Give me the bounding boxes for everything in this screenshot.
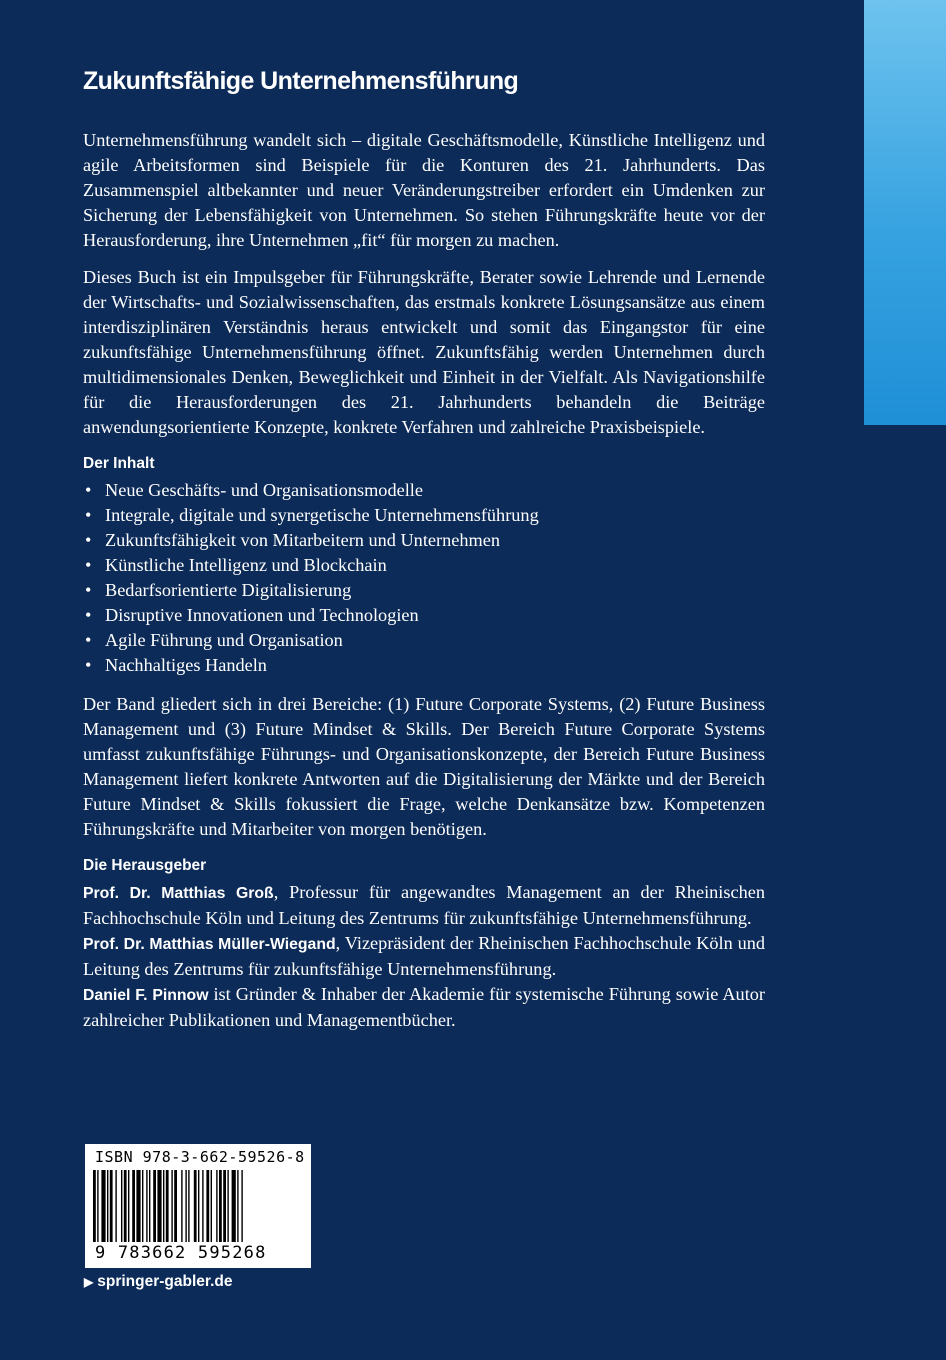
editors-heading: Die Herausgeber	[83, 857, 207, 874]
barcode-stripe	[241, 1170, 242, 1242]
contents-heading: Der Inhalt	[83, 455, 155, 472]
book-title: Zukunftsfähige Unternehmensführung	[83, 67, 519, 95]
barcode-stripe	[181, 1170, 182, 1242]
accent-color-bar	[864, 0, 946, 425]
barcode-stripe	[216, 1170, 217, 1242]
list-item: • Disruptive Innovationen und Technologien	[83, 603, 765, 628]
barcode-stripe	[174, 1170, 177, 1242]
editor-name: Prof. Dr. Matthias Groß	[83, 885, 274, 902]
editor-name: Prof. Dr. Matthias Müller-Wiegand	[83, 936, 336, 953]
barcode-stripe	[185, 1170, 186, 1242]
barcode-stripe	[227, 1170, 228, 1242]
barcode-stripe	[149, 1170, 150, 1242]
editor-entry	[83, 880, 765, 931]
barcode-stripe	[153, 1170, 156, 1242]
barcode-stripe	[93, 1170, 96, 1242]
isbn-barcode	[85, 1144, 311, 1268]
barcode-stripe	[121, 1170, 122, 1242]
barcode-stripe	[163, 1170, 164, 1242]
back-cover-text	[83, 64, 765, 1033]
barcode-stripe	[219, 1170, 222, 1242]
list-item: • Nachhaltiges Handeln	[83, 653, 765, 678]
barcode-stripe	[124, 1170, 127, 1242]
barcode-stripe	[202, 1170, 203, 1242]
barcode-stripe	[107, 1170, 108, 1242]
list-item: • Bedarfsorientierte Digitalisierung	[83, 578, 765, 603]
isbn-label: ISBN 978-3-662-59526-8	[95, 1148, 305, 1166]
barcode-stripe	[97, 1170, 98, 1242]
editor-name: Daniel F. Pinnow	[83, 987, 209, 1004]
barcode-stripe	[142, 1170, 143, 1242]
editor-entry	[83, 982, 765, 1033]
list-item: • Zukunftsfähigkeit von Mitarbeitern und Unternehmen	[83, 528, 765, 553]
intro-paragraph-1: Unternehmensführung wandelt sich – digitale Geschäftsmodelle, Künstliche Intelligenz und agile Arbeitsformen sind Beispiele für die Konturen des 21. Jahrhunderts. Das Zusammenspiel altbekannter und neuer Veränderungstreiber erfordert ein Umdenken zur Sicherung der Lebensfähigkeit von Unternehmen. So stehen Führungskräfte heute vor der Herausforderung, ihre Unternehmen „fit“ für morgen zu machen.	[83, 130, 765, 250]
intro-paragraph-2: Dieses Buch ist ein Impulsgeber für Führungskräfte, Berater sowie Lehrende und Lernende der Wirtschafts- und Sozialwissenschaften, das erstmals konkrete Lösungsansätze aus einem interdisziplinären Verständnis heraus entwickelt und somit das Eingangstor für eine zukunftsfähige Unternehmensführung öffnet. Zukunftsfähig werden Unternehmen durch multidimensionales Denken, Beweglichkeit und Einheit in der Vielfalt. Als Navigationshilfe für die Herausforderungen des 21. Jahrhunderts behandeln die Beiträge anwendungsorientierte Konzepte, konkrete Verfahren und zahlreiche Praxisbeispiele.	[83, 267, 765, 437]
barcode-stripe	[110, 1170, 113, 1242]
barcode-stripe	[206, 1170, 209, 1242]
barcode-stripe	[171, 1170, 172, 1242]
barcode-stripe	[166, 1170, 169, 1242]
editor-description: , Vizepräsident der Rheinischen Fachhochschule Köln und Leitung des Zentrums für zukunftsfähige Unternehmensführung.	[83, 933, 765, 979]
barcode-stripe	[101, 1170, 105, 1242]
barcode-stripe	[232, 1170, 236, 1242]
structure-paragraph: Der Band gliedert sich in drei Bereiche: (1) Future Corporate Systems, (2) Future Business Management und (3) Future Mindset & Skills. Der Bereich Future Corporate Systems umfasst zukunftsfähige Führungs- und Organisationskonzepte, der Bereich Future Business Management liefert konkrete Antworten auf die Digitalisierung der Märkte und der Bereich Future Mindset & Skills fokussiert die Frage, welche Denkansätze bzw. Kompetenzen Führungskräfte und Mitarbeiter von morgen benötigen.	[83, 694, 765, 839]
list-item: • Agile Führung und Organisation	[83, 628, 765, 653]
barcode-icon	[93, 1170, 303, 1242]
list-item: • Neue Geschäfts- und Organisationsmodelle	[83, 478, 765, 503]
arrow-right-icon: ▶	[84, 1275, 94, 1289]
barcode-stripe	[146, 1170, 147, 1242]
barcode-stripe	[223, 1170, 226, 1242]
barcode-stripe	[157, 1170, 161, 1242]
editor-entry	[83, 931, 765, 982]
barcode-stripe	[132, 1170, 135, 1242]
list-item: • Integrale, digitale und synergetische Unternehmensführung	[83, 503, 765, 528]
publisher-link[interactable]	[84, 1273, 232, 1291]
list-item: • Künstliche Intelligenz und Blockchain	[83, 553, 765, 578]
barcode-stripe	[211, 1170, 212, 1242]
barcode-stripe	[128, 1170, 129, 1242]
barcode-stripe	[188, 1170, 189, 1242]
barcode-stripe	[194, 1170, 197, 1242]
editor-description: ist Gründer & Inhaber der Akademie für systemische Führung sowie Autor zahlreicher Publikationen und Managementbücher.	[83, 984, 765, 1030]
barcode-digits: 9 783662 595268	[95, 1243, 267, 1263]
contents-list	[83, 478, 765, 678]
editor-description: , Professur für angewandtes Management an der Rheinischen Fachhochschule Köln und Leitung des Zentrums für zukunftsfähige Unternehmensführung.	[83, 882, 766, 928]
publisher-url: springer-gabler.de	[97, 1273, 233, 1290]
barcode-stripe	[237, 1170, 238, 1242]
barcode-stripe	[115, 1170, 116, 1242]
barcode-stripe	[198, 1170, 199, 1242]
barcode-stripe	[136, 1170, 140, 1242]
